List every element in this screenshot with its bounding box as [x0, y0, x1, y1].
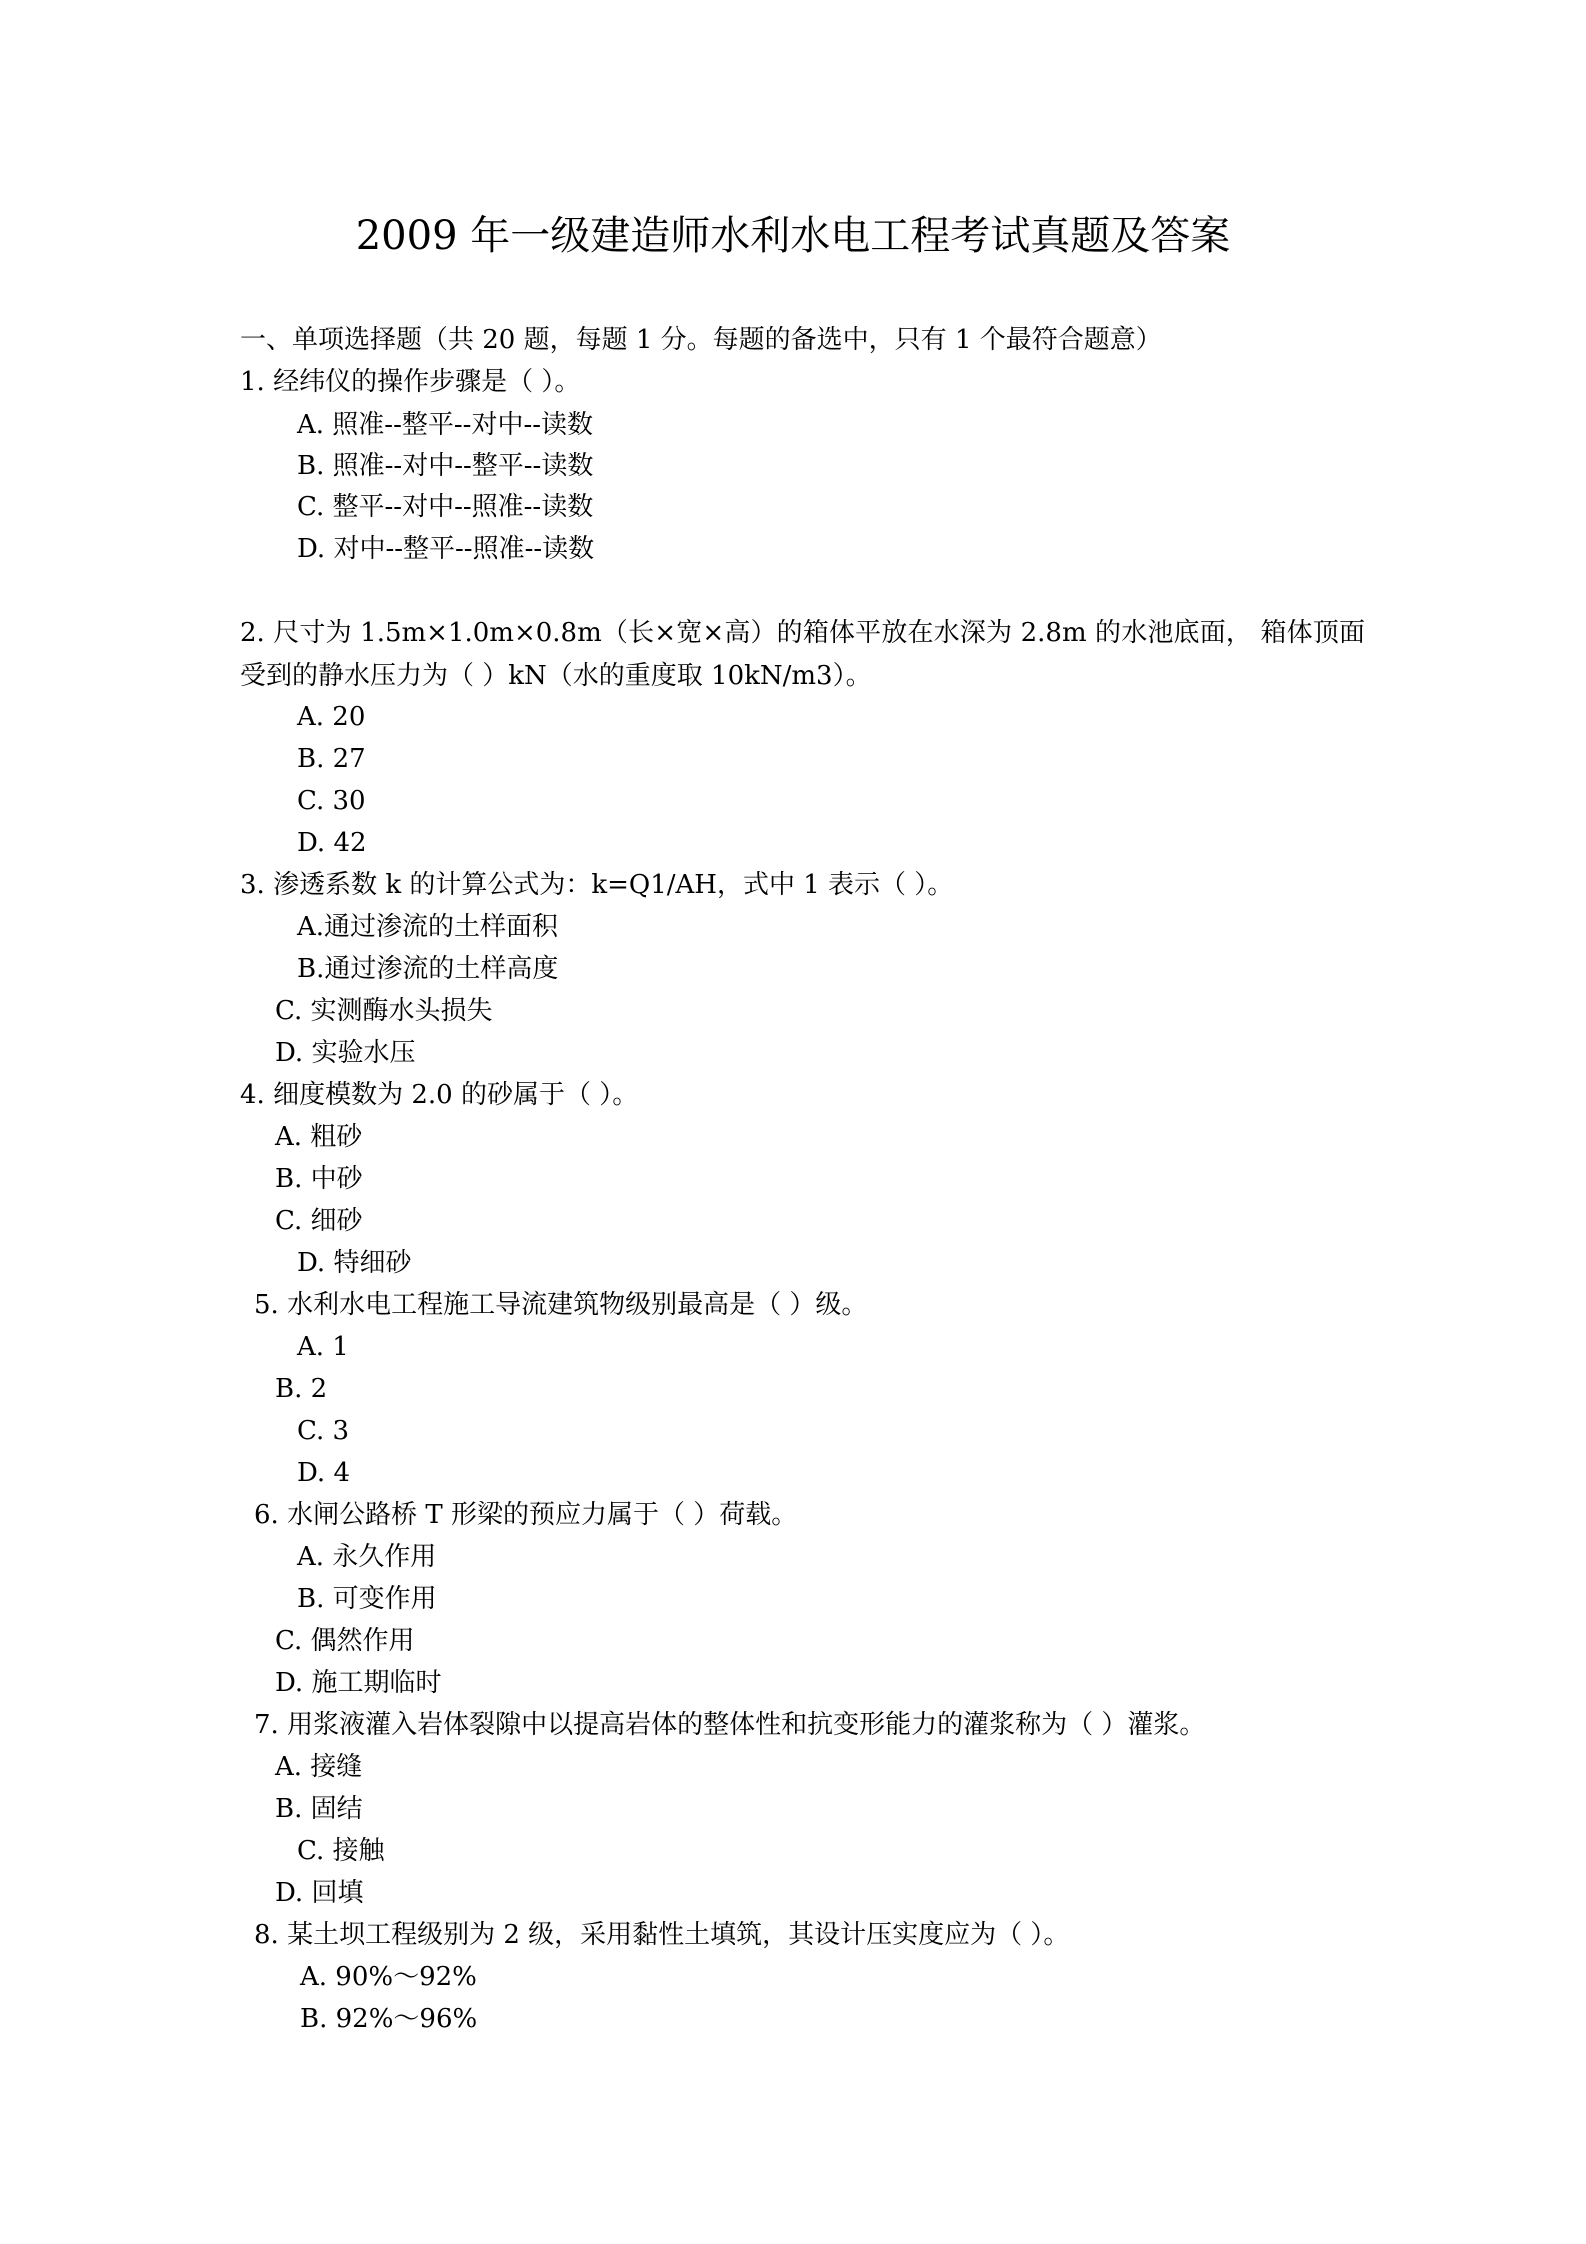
question-8-stem: 8. 某土坝工程级别为 2 级，采用黏性土填筑，其设计压实度应为（ ）。: [254, 1920, 1070, 1950]
question-3-option-a: A.通过渗流的土样面积: [297, 912, 559, 942]
question-5-option-d: D. 4: [297, 1458, 350, 1488]
question-2-stem: 2. 尺寸为 1.5m×1.0m×0.8m（长×宽×高）的箱体平放在水深为 2.8m 的水池底面， 箱体顶面受到的静水压力为（ ）kN（水的重度取 10kN/m3）。: [240, 618, 1365, 691]
question-8-option-b: B. 92%～96%: [300, 2004, 478, 2034]
question-2-option-b: B. 27: [297, 744, 366, 774]
question-3-option-b: B.通过渗流的土样高度: [297, 954, 559, 984]
question-1-option-a: A. 照准--整平--对中--读数: [297, 410, 594, 440]
question-5-option-b: B. 2: [275, 1374, 328, 1404]
question-6-option-c: C. 偶然作用: [275, 1626, 415, 1656]
question-7-stem: 7. 用浆液灌入岩体裂隙中以提高岩体的整体性和抗变形能力的灌浆称为（ ）灌浆。: [254, 1710, 1206, 1740]
question-5-option-a: A. 1: [297, 1332, 349, 1362]
document-title: 2009 年一级建造师水利水电工程考试真题及答案: [355, 213, 1231, 259]
section-heading: 一、单项选择题（共 20 题，每题 1 分。每题的备选中，只有 1 个最符合题意）: [240, 325, 1162, 355]
question-3-option-d: D. 实验水压: [275, 1038, 416, 1068]
question-3-option-c: C. 实测酶水头损失: [275, 996, 493, 1026]
question-1-option-b: B. 照准--对中--整平--读数: [297, 451, 594, 481]
question-4-stem: 4. 细度模数为 2.0 的砂属于（ ）。: [240, 1080, 639, 1110]
question-7-option-c: C. 接触: [297, 1836, 385, 1866]
question-6-option-a: A. 永久作用: [297, 1542, 437, 1572]
question-1-stem: 1. 经纬仪的操作步骤是（ ）。: [240, 367, 581, 397]
question-6-option-b: B. 可变作用: [297, 1584, 437, 1614]
question-6-option-d: D. 施工期临时: [275, 1668, 442, 1698]
question-5-option-c: C. 3: [297, 1416, 350, 1446]
question-2-option-d: D. 42: [297, 828, 367, 858]
question-4-option-d: D. 特细砂: [297, 1248, 412, 1278]
question-7-option-d: D. 回填: [275, 1878, 364, 1908]
question-5-stem: 5. 水利水电工程施工导流建筑物级别最高是（ ）级。: [254, 1290, 868, 1320]
question-2-option-a: A. 20: [297, 702, 366, 732]
question-8-option-a: A. 90%～92%: [300, 1962, 477, 1992]
question-7-option-a: A. 接缝: [275, 1752, 363, 1782]
question-2-option-c: C. 30: [297, 786, 366, 816]
question-4-option-b: B. 中砂: [275, 1164, 363, 1194]
question-6-stem: 6. 水闸公路桥 T 形梁的预应力属于（ ）荷载。: [254, 1500, 798, 1530]
question-7-option-b: B. 固结: [275, 1794, 363, 1824]
question-4-option-c: C. 细砂: [275, 1206, 363, 1236]
question-3-stem: 3. 渗透系数 k 的计算公式为：k=Q1/AH，式中 1 表示（ ）。: [240, 870, 954, 900]
question-1-option-d: D. 对中--整平--照准--读数: [297, 534, 595, 564]
question-4-option-a: A. 粗砂: [275, 1122, 363, 1152]
question-1-option-c: C. 整平--对中--照准--读数: [297, 492, 594, 522]
